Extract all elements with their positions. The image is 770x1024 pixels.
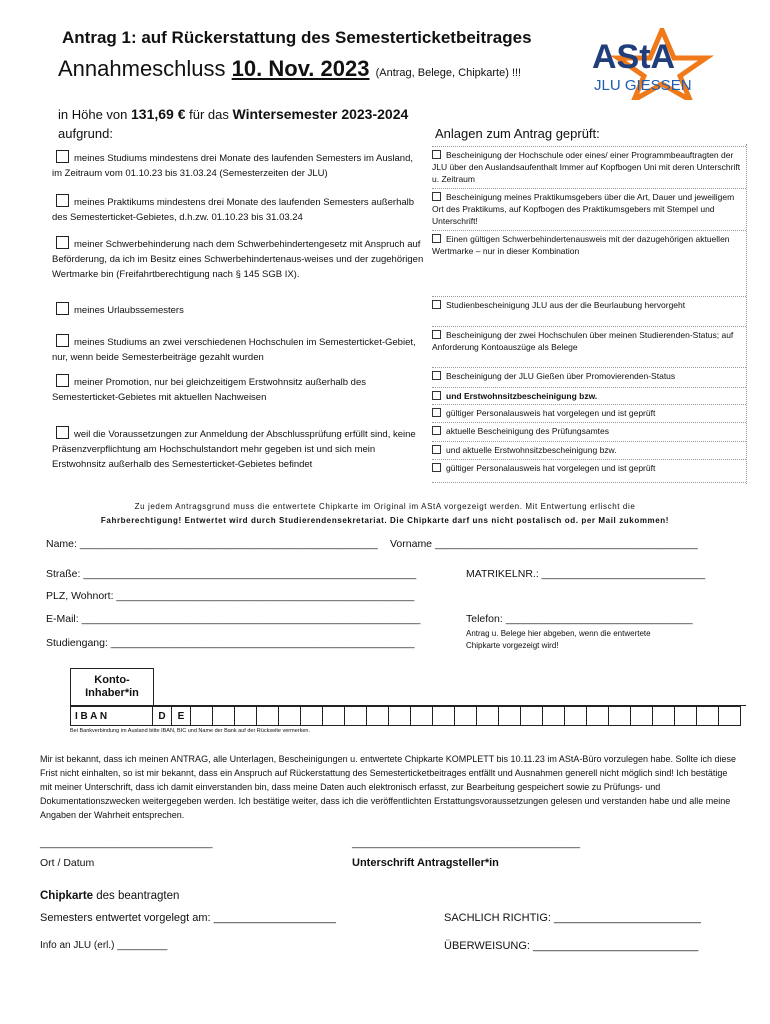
checkbox[interactable] <box>432 371 441 380</box>
reason-4[interactable] <box>52 302 424 318</box>
deadline <box>58 56 521 82</box>
checkbox[interactable] <box>432 330 441 339</box>
reason-5[interactable] <box>52 334 424 365</box>
checkbox[interactable] <box>432 192 441 201</box>
iban-digit[interactable] <box>411 707 433 726</box>
checkbox[interactable] <box>56 150 69 163</box>
iban-digit[interactable] <box>631 707 653 726</box>
chip-rest: des beantragten <box>96 890 180 902</box>
iban-digit[interactable] <box>235 707 257 726</box>
iban-digit[interactable] <box>389 707 411 726</box>
attachment-5[interactable] <box>432 326 746 353</box>
attachment-7[interactable] <box>432 387 746 402</box>
declaration: Mir ist bekannt, dass ich meinen ANTRAG, alle Unterlagen, Bescheinigungen u. entwertete Chipkarte KOMPLETT bis 10.11.23 im AStA-Büro vorzulegen habe. Sollte ich diese Frist nicht einhalten, so ist mir bekannt, dass ein Anspruch auf Rückerstattung des Semesterticketbeitrages entfällt und Ausnahmen generell nicht möglich sind! Ich bestätige mit meiner Unterschrift, dass ich damit einverstanden bin, dass meine Daten auch elektronisch erfasst, zur Bearbeitung gespeichert sowie zu Prüfungs- und Dokumentationszwecken weitergegeben werden. Ich bestätige weiter, dass ich die veröffentlichten Erstattungsvoraussetzungen gelesen und verstanden habe und alle meine Angaben der Wahrheit entsprechen. <box>40 754 737 820</box>
ort-line[interactable]: _______________________________ <box>40 838 213 849</box>
attachment-text: Bescheinigung meines Praktikumsgebers über die Art, Dauer und jeweiligem Ort des Praktikums, auf Kopfbogen des Praktikumsgebers mit Stempel und Unterschrift! <box>432 192 735 226</box>
reason-text: meines Urlaubssemesters <box>74 305 184 316</box>
attachment-text: aktuelle Bescheinigung des Prüfungsamtes <box>446 426 610 436</box>
iban-digit[interactable] <box>213 707 235 726</box>
iban-digit[interactable] <box>345 707 367 726</box>
holder-label-2: Inhaber*in <box>85 687 139 699</box>
checkbox[interactable] <box>56 236 69 249</box>
attachment-1[interactable] <box>432 146 746 185</box>
hinweis-1: Antrag u. Belege hier abgeben, wenn die entwertete <box>466 629 651 638</box>
sign-line[interactable]: _________________________________________ <box>352 838 581 849</box>
strasse-field[interactable]: Straße: _________________________________________________________ <box>46 568 417 580</box>
checkbox[interactable] <box>432 234 441 243</box>
info-field[interactable]: Info an JLU (erl.) _________ <box>40 940 168 951</box>
iban-digit[interactable] <box>301 707 323 726</box>
email-field[interactable]: E-Mail: __________________________________________________________ <box>46 613 421 625</box>
iban-e: E <box>172 707 191 726</box>
attachment-text: Bescheinigung der JLU Gießen über Promovierenden-Status <box>446 371 676 381</box>
deadline-suffix: (Antrag, Belege, Chipkarte) !!! <box>375 67 522 79</box>
reason-text: weil die Voraussetzungen zur Anmeldung der Abschlussprüfung erfüllt sind, keine Präsenzverpflichtung am Hochschulstandort mehr gegeben ist und sich mein Erstwohnsitz außerhalb des Semesterticket-Gebietes befindet <box>52 429 416 470</box>
attachment-2[interactable] <box>432 188 746 227</box>
iban-digit[interactable] <box>675 707 697 726</box>
attachment-text: Einen gültigen Schwerbehindertenausweis mit der dazugehörigen aktuellen Wertmarke – nur in dieser Kombination <box>432 234 730 256</box>
iban-digit[interactable] <box>477 707 499 726</box>
asta-logo <box>590 28 720 100</box>
bank-box <box>70 668 746 726</box>
iban-digit[interactable] <box>433 707 455 726</box>
checkbox[interactable] <box>432 408 441 417</box>
reason-1[interactable] <box>52 150 424 181</box>
reason-7[interactable] <box>52 426 424 472</box>
reason-6[interactable] <box>52 374 424 405</box>
checkbox[interactable] <box>56 374 69 387</box>
attachment-6[interactable] <box>432 367 746 382</box>
notice <box>30 500 740 528</box>
amount-prefix: in Höhe von <box>58 107 128 122</box>
attachment-text: gültiger Personalausweis hat vorgelegen und ist geprüft <box>446 463 656 473</box>
reason-text: meines Praktikums mindestens drei Monate des laufenden Semesters außerhalb des Semesterticket-Gebietes, d.h.zw. 01.10.23 bis 31.03.24 <box>52 197 415 223</box>
sachlich-field[interactable]: SACHLICH RICHTIG: ________________________ <box>444 912 701 924</box>
chip-bold: Chipkarte <box>40 890 94 902</box>
iban-d: D <box>153 707 172 726</box>
deadline-prefix: Annahmeschluss <box>58 56 226 81</box>
attachment-11[interactable] <box>432 459 746 483</box>
amount-mid: für das <box>189 107 229 122</box>
iban-digit[interactable] <box>521 707 543 726</box>
attachment-text: und aktuelle Erstwohnsitzbescheinigung bzw. <box>446 445 617 455</box>
checkbox[interactable] <box>432 445 441 454</box>
notice-line-1: Zu jedem Antragsgrund muss die entwertete Chipkarte im Original im AStA vorgezeigt werden. Mit Entwertung erlischt die <box>134 502 636 511</box>
reason-3[interactable] <box>52 236 424 282</box>
checkbox[interactable] <box>432 391 441 400</box>
reason-text: meines Studiums mindestens drei Monate des laufenden Semesters im Ausland, im Zeitraum vom 01.10.23 bis 31.03.24 (Semesterzeiten der JLU) <box>52 153 414 179</box>
checkbox[interactable] <box>432 426 441 435</box>
iban-label: I B A N <box>71 707 153 726</box>
iban-digit[interactable] <box>719 707 741 726</box>
checkbox[interactable] <box>432 150 441 159</box>
amount-semester: Wintersemester 2023-2024 <box>232 106 409 122</box>
holder-label <box>71 669 154 706</box>
attachment-text: Bescheinigung der Hochschule oder eines/ einer Programmbeauftragten der JLU über den Auslandsaufenthalt Immer auf Kopfbogen Uni mit deren Unterschrift u. Zeitraum <box>432 150 741 184</box>
iban-digit[interactable] <box>191 707 213 726</box>
attachment-10[interactable] <box>432 441 746 456</box>
attachment-text: gültiger Personalausweis hat vorgelegen und ist geprüft <box>446 408 656 418</box>
ort-label: Ort / Datum <box>40 857 95 869</box>
reason-2[interactable] <box>52 194 424 225</box>
checkbox[interactable] <box>432 300 441 309</box>
hinweis <box>466 628 651 652</box>
iban-digit[interactable] <box>543 707 565 726</box>
hinweis-2: Chipkarte vorgezeigt wird! <box>466 641 559 650</box>
iban-digit[interactable] <box>499 707 521 726</box>
iban-digit[interactable] <box>257 707 279 726</box>
attachment-3[interactable] <box>432 230 746 257</box>
ueberweisung-field[interactable]: ÜBERWEISUNG: ___________________________ <box>444 940 699 952</box>
attachment-4[interactable] <box>432 296 746 311</box>
bank-note: Bei Bankverbindung im Ausland bitte IBAN, BIC und Name der Bank auf der Rückseite vermerken. <box>70 728 310 734</box>
iban-digit[interactable] <box>455 707 477 726</box>
checkbox[interactable] <box>432 463 441 472</box>
checkbox[interactable] <box>56 334 69 347</box>
plz-field[interactable]: PLZ, Wohnort: ___________________________________________________ <box>46 590 415 602</box>
iban-digit[interactable] <box>279 707 301 726</box>
form-title: Antrag 1: auf Rückerstattung des Semesterticketbeitrages <box>62 28 532 47</box>
iban-digit[interactable] <box>367 707 389 726</box>
attachment-text: Bescheinigung der zwei Hochschulen über meinen Studierenden-Status; auf Anforderung Kontoauszüge als Belege <box>432 330 734 352</box>
semester-field[interactable]: Semesters entwertet vorgelegt am: ____________________ <box>40 912 336 924</box>
iban-digit[interactable] <box>653 707 675 726</box>
vorname-field[interactable]: Vorname _____________________________________________ <box>390 538 698 550</box>
logo-sub: JLU GIESSEN <box>594 77 692 94</box>
amount-line <box>58 106 408 122</box>
notice-line-2: Fahrberechtigung! Entwertet wird durch Studierendensekretariat. Die Chipkarte darf uns nicht postalisch od. per Mail zukommen! <box>100 516 670 525</box>
chip-title <box>40 890 179 902</box>
checkbox[interactable] <box>56 426 69 439</box>
checkbox[interactable] <box>56 194 69 207</box>
attachment-text: Studienbescheinigung JLU aus der die Beurlaubung hervorgeht <box>446 300 686 310</box>
sign-label: Unterschrift Antragsteller*in <box>352 857 499 869</box>
right-column-title: Anlagen zum Antrag geprüft: <box>435 126 600 141</box>
attachment-text: und Erstwohnsitzbescheinigung bzw. <box>446 391 598 401</box>
left-column-title: aufgrund: <box>58 126 113 141</box>
telefon-field[interactable]: Telefon: ________________________________ <box>466 613 693 625</box>
iban-digit[interactable] <box>609 707 631 726</box>
right-border <box>746 144 747 484</box>
studiengang-field[interactable]: Studiengang: ____________________________________________________ <box>46 637 415 649</box>
checkbox[interactable] <box>56 302 69 315</box>
iban-digit[interactable] <box>565 707 587 726</box>
reason-text: meiner Promotion, nur bei gleichzeitigem Erstwohnsitz außerhalb des Semesterticket-Gebietes mit aktuellen Nachweisen <box>52 377 366 403</box>
iban-digit[interactable] <box>587 707 609 726</box>
holder-input[interactable] <box>154 669 747 706</box>
amount-value: 131,69 € <box>131 106 186 122</box>
logo-text: AStA <box>592 38 676 76</box>
iban-digit[interactable] <box>323 707 345 726</box>
iban-digit[interactable] <box>697 707 719 726</box>
name-field[interactable]: Name: ___________________________________________________ <box>46 538 378 550</box>
deadline-date: 10. Nov. 2023 <box>231 56 370 81</box>
reason-text: meines Studiums an zwei verschiedenen Hochschulen im Semesterticket-Gebiet, nur, wenn beide Semesterbeiträge gezahlt wurden <box>52 337 416 363</box>
holder-label-1: Konto- <box>94 674 130 686</box>
attachment-9[interactable] <box>432 422 746 437</box>
matrikel-field[interactable]: MATRIKELNR.: ____________________________ <box>466 568 706 580</box>
reason-text: meiner Schwerbehinderung nach dem Schwerbehindertengesetz mit Anspruch auf Beförderung, da ich im Besitz eines Schwerbehindertenaus-weises und der zugehörigen Wertmarke bin (Freifahrtberechtigung nach § 145 SGB IX). <box>52 239 424 280</box>
attachment-8[interactable] <box>432 404 746 419</box>
